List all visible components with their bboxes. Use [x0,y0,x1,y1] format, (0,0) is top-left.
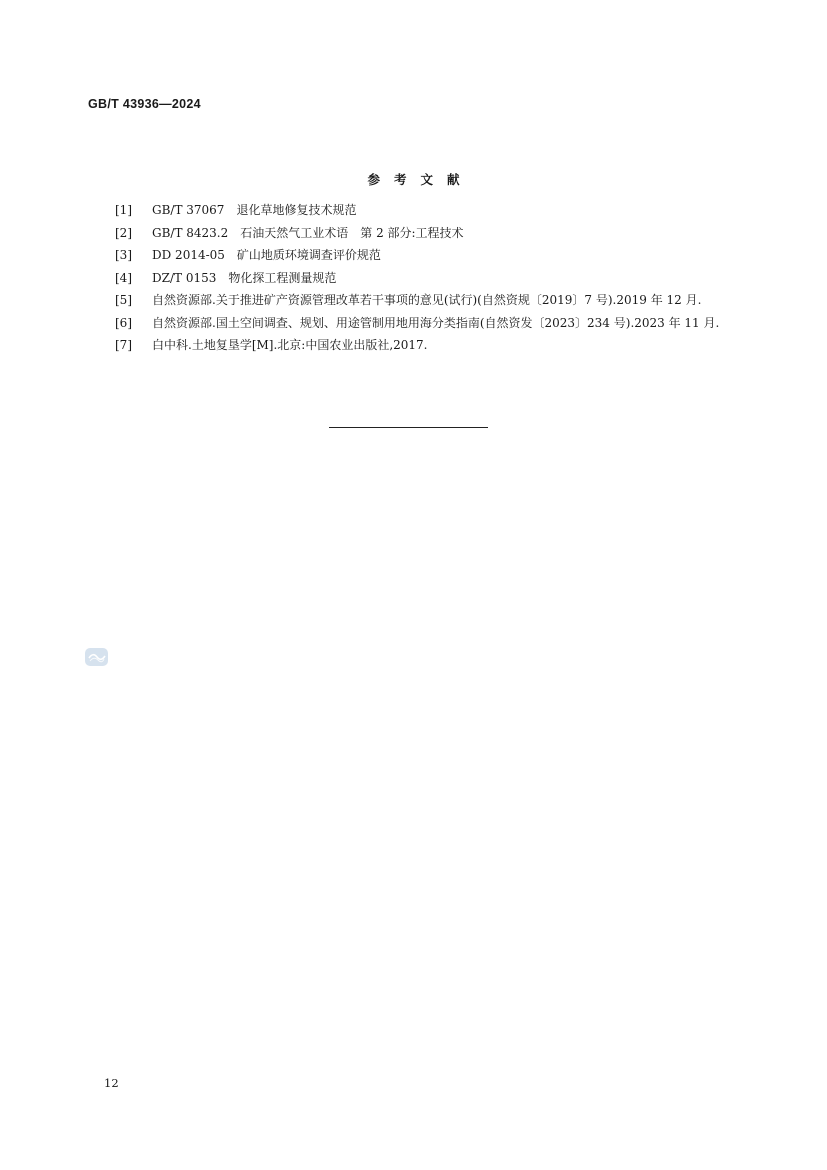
reference-number: [6] [115,315,132,330]
reference-item [88,199,736,222]
reference-item [88,222,736,245]
page-number: 12 [104,1076,119,1090]
reference-item [88,312,736,335]
reference-list [88,199,736,357]
reference-item [88,267,736,290]
reference-text: GB/T 37067 退化草地修复技术规范 [152,203,357,217]
reference-text: GB/T 8423.2 石油天然气工业术语 第 2 部分:工程技术 [152,225,464,240]
reference-text: 自然资源部.关于推进矿产资源管理改革若干事项的意见(试行)(自然资规〔2019〕7 号).2019 年 12 月. [152,293,702,307]
reference-text: DD 2014-05 矿山地质环境调查评价规范 [152,248,381,262]
reference-number: [4] [115,270,132,285]
reference-item [88,289,736,312]
reference-text: DZ/T 0153 物化探工程测量规范 [152,270,337,285]
reference-item [88,334,736,357]
end-of-document-rule [329,427,488,428]
standard-code: GB/T 43936—2024 [88,97,201,111]
reference-number: [3] [115,248,132,262]
reference-number: [1] [115,203,132,217]
reference-text: 自然资源部.国土空间调查、规划、用途管制用地用海分类指南(自然资发〔2023〕234 号).2023 年 11 月. [152,315,720,330]
reference-number: [2] [115,225,132,240]
reference-item [88,244,736,267]
reference-text: 白中科.土地复垦学[M].北京:中国农业出版社,2017. [152,338,428,352]
reference-number: [7] [115,338,132,352]
section-title: 参考文献 [367,172,474,187]
reference-number: [5] [115,293,132,307]
publisher-logo-icon [85,648,108,666]
